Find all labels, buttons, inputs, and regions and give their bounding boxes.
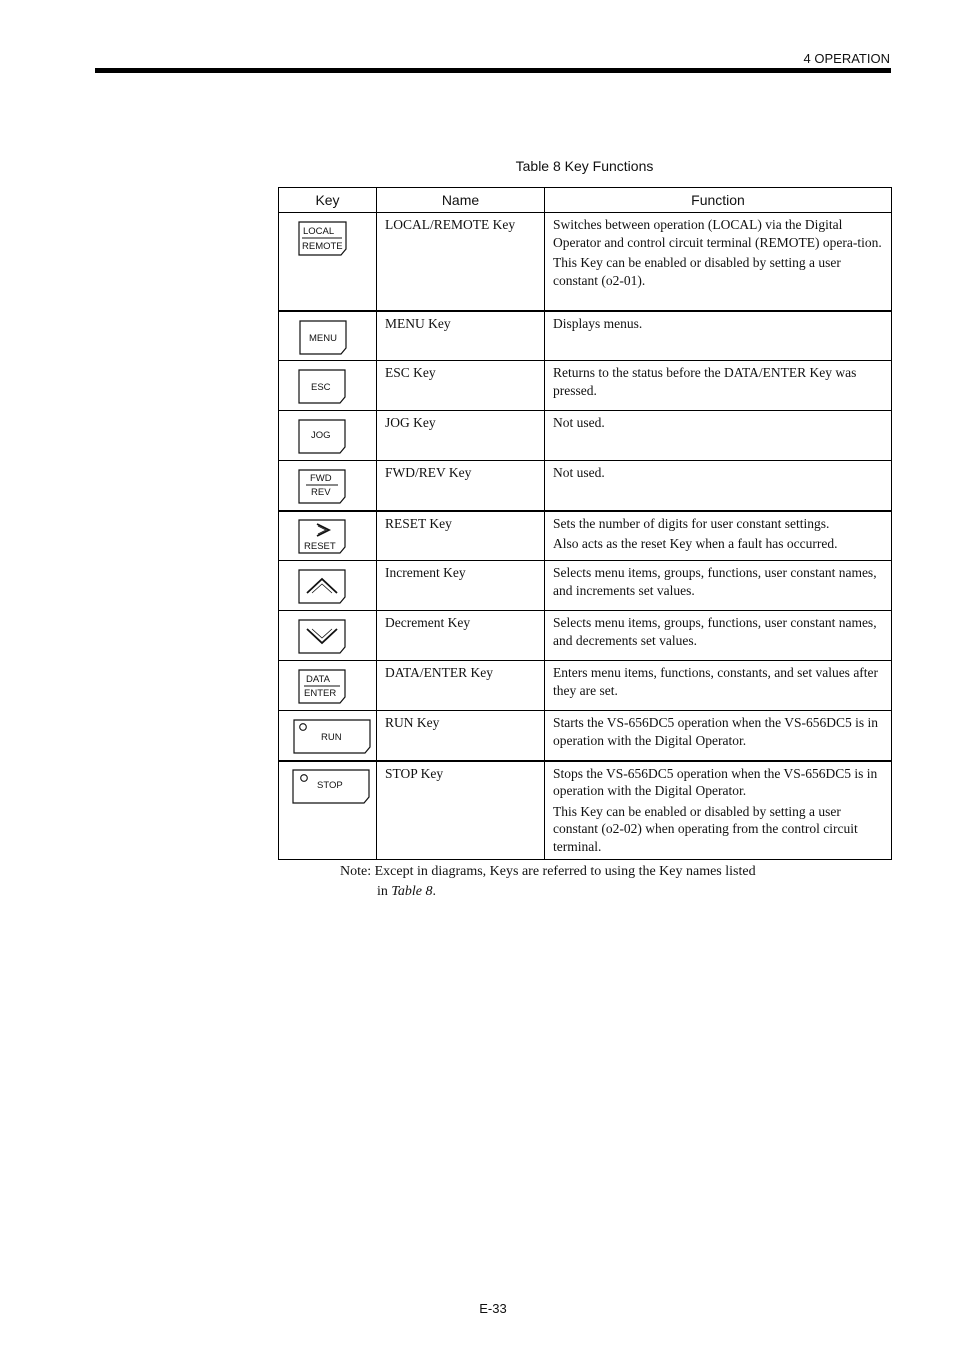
key-name: RESET Key bbox=[377, 511, 545, 561]
table-row bbox=[279, 761, 892, 860]
key-cell bbox=[279, 461, 377, 511]
table-row bbox=[279, 361, 892, 411]
key-function: Switches between operation (LOCAL) via the Digital Operator and control circuit terminal (REMOTE) opera-tion. This Key can be enabled or disabled by setting a user constant (o2-01). bbox=[545, 213, 892, 311]
key-functions-table bbox=[278, 187, 892, 860]
table-row bbox=[279, 511, 892, 561]
column-header-function: Function bbox=[545, 188, 892, 213]
key-function: Displays menus. bbox=[545, 311, 892, 361]
table-row bbox=[279, 561, 892, 611]
key-function: Selects menu items, groups, functions, user constant names, and increments set values. bbox=[545, 561, 892, 611]
svg-text:JOG: JOG bbox=[311, 430, 331, 441]
table-header-row bbox=[279, 188, 892, 213]
key-name: ESC Key bbox=[377, 361, 545, 411]
svg-text:MENU: MENU bbox=[309, 332, 337, 344]
increment-key-icon bbox=[298, 569, 348, 605]
svg-text:RESET: RESET bbox=[304, 540, 336, 552]
svg-text:STOP: STOP bbox=[317, 779, 343, 791]
key-name: Decrement Key bbox=[377, 611, 545, 661]
table-row bbox=[279, 311, 892, 361]
column-header-name: Name bbox=[377, 188, 545, 213]
fwd-rev-key-icon bbox=[298, 469, 348, 505]
key-name: Increment Key bbox=[377, 561, 545, 611]
local-remote-key-icon bbox=[298, 221, 350, 257]
key-name: JOG Key bbox=[377, 411, 545, 461]
key-cell bbox=[279, 213, 377, 311]
svg-text:FWD: FWD bbox=[310, 473, 332, 484]
svg-text:DATA: DATA bbox=[306, 674, 330, 685]
key-cell bbox=[279, 661, 377, 711]
run-key-icon bbox=[293, 719, 373, 755]
key-function: Not used. bbox=[545, 461, 892, 511]
key-name: MENU Key bbox=[377, 311, 545, 361]
svg-text:RUN: RUN bbox=[321, 732, 342, 743]
reset-key-icon bbox=[298, 519, 348, 555]
decrement-key-icon bbox=[298, 619, 348, 655]
table-note: Note: Except in diagrams, Keys are referred to using the Key names listed in Table 8. bbox=[340, 864, 756, 899]
key-name: RUN Key bbox=[377, 711, 545, 761]
key-cell bbox=[279, 311, 377, 361]
table-reference: Table 8 bbox=[391, 884, 433, 899]
key-cell bbox=[279, 761, 377, 860]
stop-key-icon bbox=[292, 769, 372, 805]
jog-key-icon bbox=[298, 419, 348, 455]
table-row bbox=[279, 611, 892, 661]
page-number: E-33 bbox=[479, 1301, 507, 1316]
key-cell bbox=[279, 611, 377, 661]
key-function: Sets the number of digits for user constant settings. Also acts as the reset Key when a fault has occurred. bbox=[545, 511, 892, 561]
table-row bbox=[279, 461, 892, 511]
key-function: Stops the VS-656DC5 operation when the VS-656DC5 is in operation with the Digital Operator. This Key can be enabled or disabled by setting a user constant (o2-02) when operating from the control circuit terminal. bbox=[545, 761, 892, 860]
data-enter-key-icon bbox=[298, 669, 348, 705]
svg-text:REV: REV bbox=[311, 487, 331, 498]
key-cell bbox=[279, 411, 377, 461]
svg-text:ENTER: ENTER bbox=[304, 688, 337, 699]
svg-text:ESC: ESC bbox=[311, 382, 331, 393]
header-rule bbox=[95, 68, 891, 73]
table-row bbox=[279, 661, 892, 711]
key-function: Starts the VS-656DC5 operation when the VS-656DC5 is in operation with the Digital Operator. bbox=[545, 711, 892, 761]
remote-label: REMOTE bbox=[302, 241, 343, 252]
menu-key-icon bbox=[299, 320, 349, 356]
key-function: Selects menu items, groups, functions, user constant names, and decrements set values. bbox=[545, 611, 892, 661]
table-caption: Table 8 Key Functions bbox=[515, 158, 654, 174]
key-cell bbox=[279, 511, 377, 561]
key-function: Enters menu items, functions, constants, and set values after they are set. bbox=[545, 661, 892, 711]
key-cell bbox=[279, 561, 377, 611]
key-name: DATA/ENTER Key bbox=[377, 661, 545, 711]
table-row bbox=[279, 711, 892, 761]
key-function: Not used. bbox=[545, 411, 892, 461]
key-name: FWD/REV Key bbox=[377, 461, 545, 511]
key-name: LOCAL/REMOTE Key bbox=[377, 213, 545, 311]
note-prefix: Note: bbox=[340, 864, 372, 879]
column-header-key: Key bbox=[279, 188, 377, 213]
esc-key-icon bbox=[298, 369, 348, 405]
key-function: Returns to the status before the DATA/ENTER Key was pressed. bbox=[545, 361, 892, 411]
key-cell bbox=[279, 361, 377, 411]
key-name: STOP Key bbox=[377, 761, 545, 860]
local-label: LOCAL bbox=[303, 226, 335, 237]
key-cell bbox=[279, 711, 377, 761]
note-text: Except in diagrams, Keys are referred to using the Key names listed bbox=[374, 864, 756, 879]
table-row bbox=[279, 411, 892, 461]
section-header: 4 OPERATION bbox=[803, 51, 890, 66]
table-row bbox=[279, 213, 892, 311]
